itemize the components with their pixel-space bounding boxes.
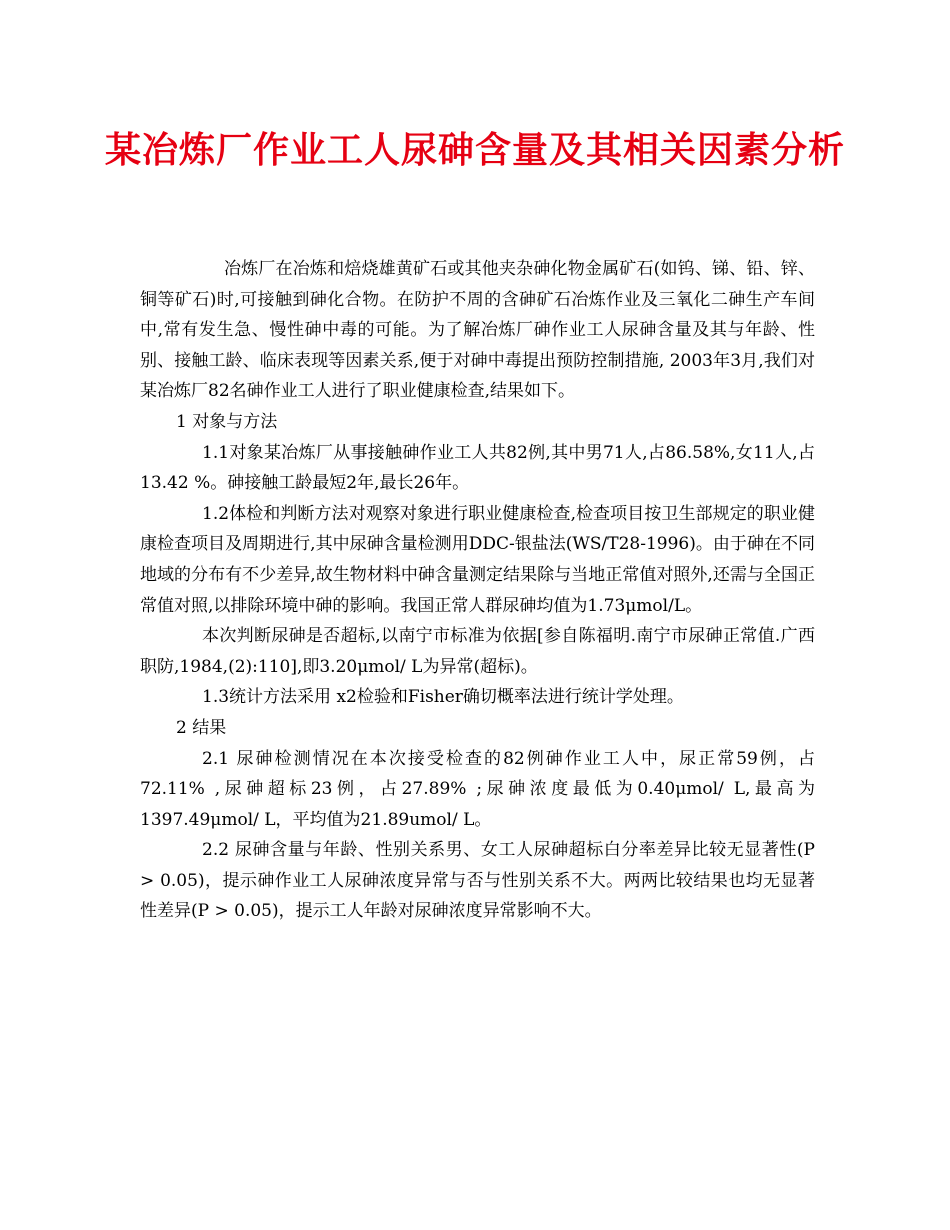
section-heading-1: 1 对象与方法 bbox=[176, 411, 278, 432]
document-body bbox=[140, 254, 815, 927]
paragraph-1-3: 1.3统计方法采用 x2检验和Fisher确切概率法进行统计学处理。 bbox=[202, 687, 684, 708]
paragraph-1-2: 1.2体检和判断方法对观察对象进行职业健康检查,检查项目按卫生部规定的职业健康检查项目及周期进行,其中尿砷含量检测用DDC-银盐法(WS/T28-1996)。由于砷在不同地域的分布有不少差异,故生物材料中砷含量测定结果除与当地正常值对照外,还需与全国正常值对照,以排除环境中砷的影响。我国正常人群尿砷均值为1.73μmol/L。 bbox=[140, 503, 815, 616]
section-heading-2: 2 结果 bbox=[176, 717, 227, 738]
intro-paragraph: 冶炼厂在冶炼和焙烧雄黄矿石或其他夹杂砷化物金属矿石(如钨、锑、铅、锌、铜等矿石)时,可接触到砷化合物。在防护不周的含砷矿石冶炼作业及三氧化二砷生产车间中,常有发生急、慢性砷中毒的可能。为了解冶炼厂砷作业工人尿砷含量及其与年龄、性别、接触工龄、临床表现等因素关系,便于对砷中毒提出预防控制措施, 2003年3月,我们对某冶炼厂82名砷作业工人进行了职业健康检查,结果如下。 bbox=[140, 259, 815, 402]
paragraph-criteria: 本次判断尿砷是否超标,以南宁市标准为依据[参自陈福明.南宁市尿砷正常值.广西职防,1984,(2):110],即3.20μmol/ L为异常(超标)。 bbox=[140, 626, 815, 677]
paragraph-1-1: 1.1对象某冶炼厂从事接触砷作业工人共82例,其中男71人,占86.58%,女11人,占13.42 %。砷接触工龄最短2年,最长26年。 bbox=[140, 442, 815, 494]
paragraph-2-1: 2.1 尿砷检测情况在本次接受检查的82例砷作业工人中，尿正常59例，占72.11% ,尿砷超标23例，占27.89% ;尿砷浓度最低为0.40μmol/ L,最高为1397.49μmol/ L，平均值为21.89umol/ L。 bbox=[140, 748, 815, 830]
paragraph-2-2: 2.2 尿砷含量与年龄、性别关系男、女工人尿砷超标白分率差异比较无显著性(P > 0.05)，提示砷作业工人尿砷浓度异常与否与性别关系不大。两两比较结果也均无显著性差异(P > 0.05)，提示工人年龄对尿砷浓度异常影响不大。 bbox=[140, 840, 815, 922]
document-title: 某冶炼厂作业工人尿砷含量及其相关因素分析 bbox=[104, 130, 845, 171]
